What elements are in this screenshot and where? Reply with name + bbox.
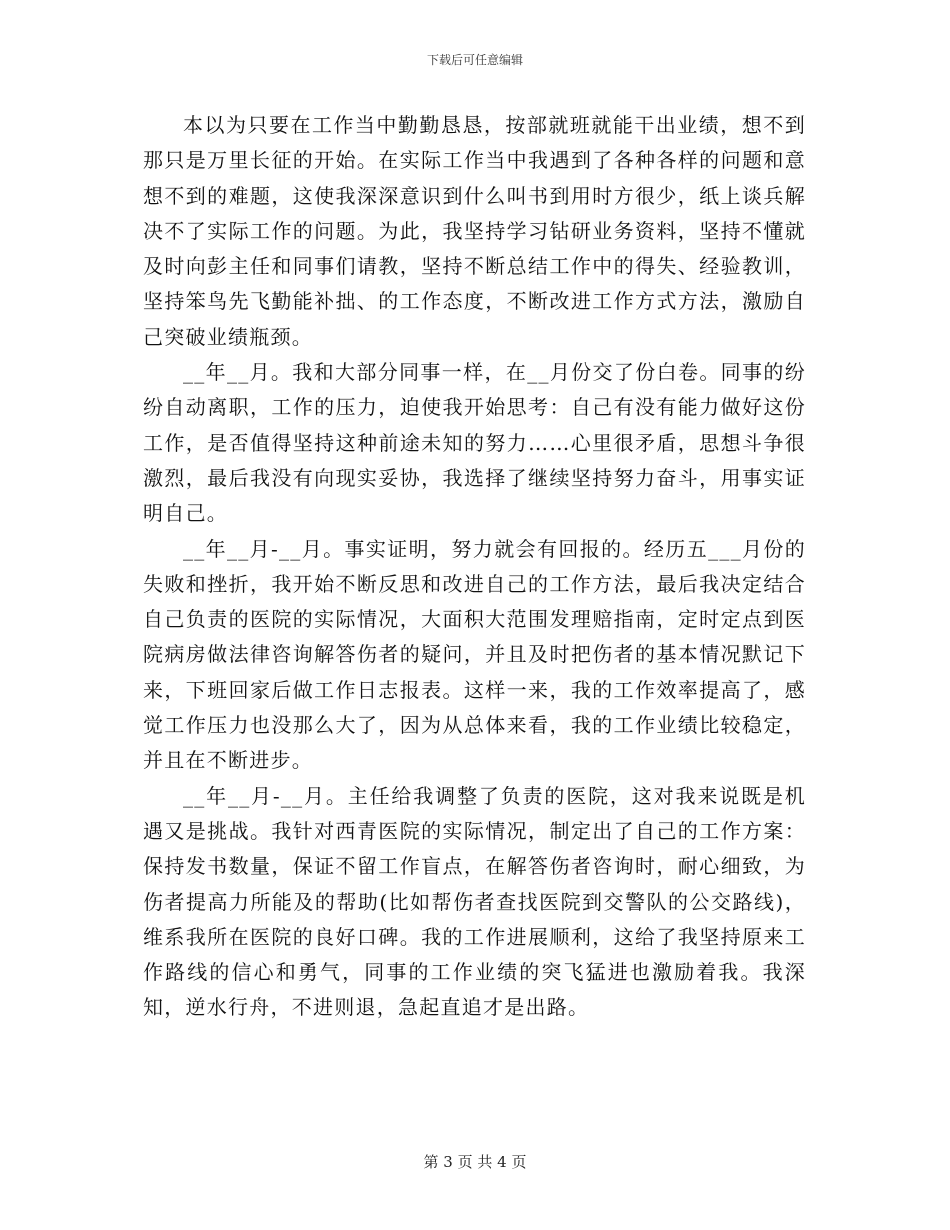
paragraph-3: __年__月-__月。事实证明，努力就会有回报的。经历五___月份的失败和挫折，我开始不断反思和改进自己的工作方法，最后我决定结合自己负责的医院的实际情况，大面积大范围发理赔指南，定时定点到医院病房做法律咨询解答伤者的疑问，并且及时把伤者的基本情况默记下来，下班回家后做工作日志报表。这样一来，我的工作效率提高了，感觉工作压力也没那么大了，因为从总体来看，我的工作业绩比较稳定，并且在不断进步。 xyxy=(143,536,806,773)
paragraph-1: 本以为只要在工作当中勤勤恳恳，按部就班就能干出业绩，想不到那只是万里长征的开始。在实际工作当中我遇到了各种各样的问题和意想不到的难题，这使我深深意识到什么叫书到用时方很少，纸上谈兵解决不了实际工作的问题。为此，我坚持学习钻研业务资料，坚持不懂就及时向彭主任和同事们请教，坚持不断总结工作中的得失、经验教训，坚持笨鸟先飞勤能补拙、的工作态度，不断改进工作方式方法，激励自己突破业绩瓶颈。 xyxy=(143,113,806,349)
document-body xyxy=(143,108,806,1026)
page-number-footer: 第 3 页 共 4 页 xyxy=(423,1153,527,1171)
page-header: 下载后可任意编辑 xyxy=(426,53,523,67)
paragraph-4: __年__月-__月。主任给我调整了负责的医院，这对我来说既是机遇又是挑战。我针对西青医院的实际情况，制定出了自己的工作方案：保持发书数量，保证不留工作盲点，在解答伤者咨询时，耐心细致，为伤者提高力所能及的帮助(比如帮伤者查找医院到交警队的公交路线)，维系我所在医院的良好口碑。我的工作进展顺利，这给了我坚持原来工作路线的信心和勇气，同事的工作业绩的突飞猛进也激励着我。我深知，逆水行舟，不进则退，急起直追才是出路。 xyxy=(143,783,806,1020)
paragraph-2: __年__月。我和大部分同事一样，在__月份交了份白卷。同事的纷纷自动离职，工作的压力，迫使我开始思考：自己有没有能力做好这份工作，是否值得坚持这种前途未知的努力……心里很矛盾，思想斗争很激烈，最后我没有向现实妥协，我选择了继续坚持努力奋斗，用事实证明自己。 xyxy=(143,360,806,526)
